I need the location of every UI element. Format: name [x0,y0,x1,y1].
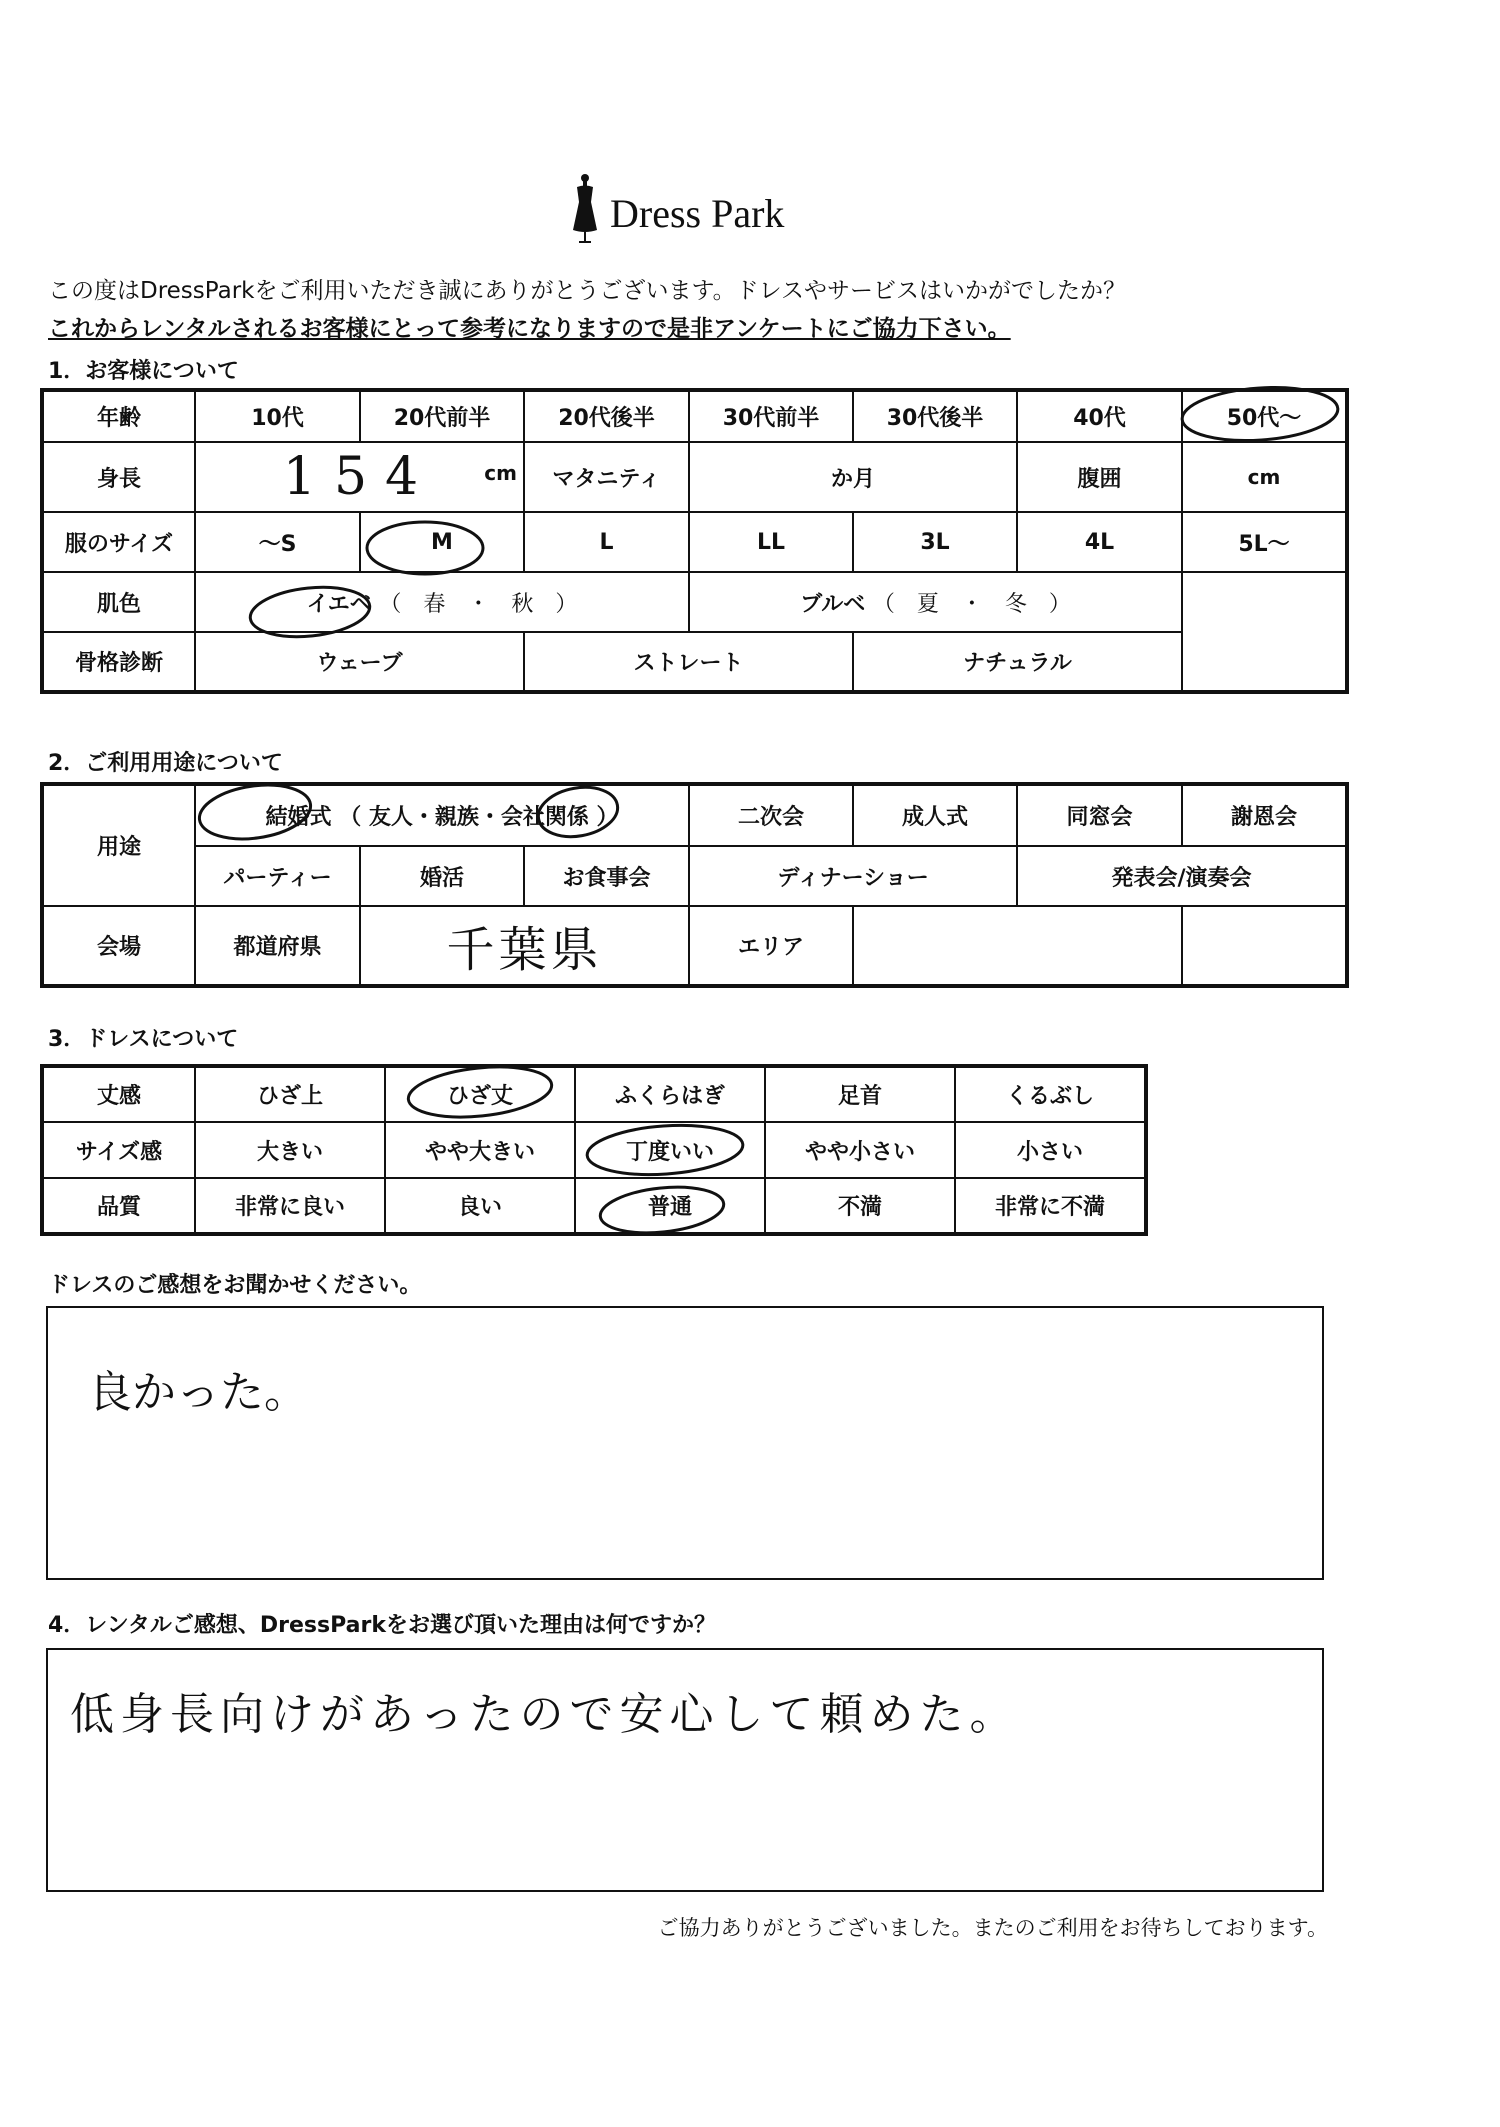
wedding-option[interactable] [195,784,689,846]
age-option[interactable]: 30代前半 [689,390,853,442]
size-option[interactable]: L [524,512,689,572]
empty-cell [1182,572,1347,632]
quality-option[interactable]: 不満 [765,1178,955,1234]
skin-blue-option[interactable] [689,572,1182,632]
section4-title: 4．レンタルご感想、DressParkをお選び頂いた理由は何ですか？ [48,1613,716,1638]
wedding-label: 結婚式 [265,805,332,830]
frame-row [42,632,1347,692]
quality-label: 品質 [42,1178,195,1234]
usage-row-1 [42,784,1347,846]
length-option[interactable]: くるぶし [955,1066,1146,1122]
use-label: 用途 [42,784,195,906]
size-row [42,512,1347,572]
waist-unit: cm [1247,464,1281,489]
usage-option[interactable]: 同窓会 [1017,784,1182,846]
frame-label: 骨格診断 [42,632,195,692]
area-field[interactable] [853,906,1182,986]
dress-comment-box[interactable] [46,1306,1324,1580]
size-option-selected[interactable]: M [360,512,524,572]
height-label: 身長 [42,442,195,512]
dress-form-icon [568,172,602,244]
intro-line-1: この度はDressParkをご利用いただき誠にありがとうございます。ドレスやサービスはいかがでしたか？ [48,278,1126,304]
age-label: 年齢 [42,390,195,442]
fit-option[interactable]: やや大きい [385,1122,575,1178]
dress-comment-answer: 良かった。 [88,1367,308,1418]
usage-table [40,782,1349,988]
logo-text: Dress Park [610,191,785,236]
prefecture-field[interactable] [360,906,689,986]
age-row [42,390,1347,442]
quality-option-selected[interactable]: 普通 [575,1178,765,1234]
height-row [42,442,1347,512]
usage-option[interactable]: ディナーショー [689,846,1017,906]
size-option[interactable]: 4L [1017,512,1182,572]
waist-label: 腹囲 [1017,442,1182,512]
footer-thanks: ご協力ありがとうございました。またのご利用をお待ちしております。 [657,1916,1328,1940]
waist-field[interactable] [1182,442,1347,512]
length-option[interactable]: ふくらはぎ [575,1066,765,1122]
age-option[interactable]: 40代 [1017,390,1182,442]
age-option-selected[interactable]: 50代～ [1182,390,1347,442]
fit-label: サイズ感 [42,1122,195,1178]
size-option[interactable]: ～S [195,512,360,572]
length-option[interactable]: ひざ上 [195,1066,385,1122]
height-value: 154 [282,447,437,507]
customer-table [40,388,1349,694]
fit-option[interactable]: 大きい [195,1122,385,1178]
quality-option[interactable]: 良い [385,1178,575,1234]
quality-option[interactable]: 非常に不満 [955,1178,1146,1234]
maternity-unit: か月 [830,466,875,492]
prefecture-label: 都道府県 [195,906,360,986]
reason-answer: 低身長向けがあったので安心して頼めた。 [70,1689,1020,1740]
usage-option[interactable]: お食事会 [524,846,689,906]
usage-option[interactable]: 発表会/演奏会 [1017,846,1347,906]
section3-title: 3．ドレスについて [48,1027,239,1052]
length-option[interactable]: 足首 [765,1066,955,1122]
dresspark-logo [560,168,820,248]
dress-comment-question: ドレスのご感想をお聞かせください。 [48,1273,422,1298]
frame-option[interactable]: ナチュラル [853,632,1182,692]
skin-blue-label: ブルベ [800,591,866,617]
area-label: エリア [689,906,853,986]
empty-cell [1182,906,1347,986]
fit-option[interactable]: 小さい [955,1122,1146,1178]
skin-yellow-option[interactable] [195,572,689,632]
venue-row [42,906,1347,986]
reason-box[interactable] [46,1648,1324,1892]
usage-option[interactable]: 二次会 [689,784,853,846]
height-field[interactable] [195,442,524,512]
usage-option[interactable]: 謝恩会 [1182,784,1347,846]
frame-option[interactable]: ストレート [524,632,853,692]
quality-option[interactable]: 非常に良い [195,1178,385,1234]
venue-label: 会場 [42,906,195,986]
size-label: 服のサイズ [42,512,195,572]
fit-option-selected[interactable]: 丁度いい [575,1122,765,1178]
usage-option[interactable]: 婚活 [360,846,524,906]
fit-row [42,1122,1146,1178]
size-option[interactable]: LL [689,512,853,572]
usage-row-2 [42,846,1347,906]
wedding-detail: （ 友人・親族・会社関係 ） [339,805,619,830]
skin-yellow-season: （ 春 ・ 秋 ） [379,591,578,617]
maternity-label: マタニティ [524,442,689,512]
skin-label: 肌色 [42,572,195,632]
skin-blue-season: （ 夏 ・ 冬 ） [872,591,1071,617]
section2-title: 2．ご利用用途について [48,751,283,776]
size-option[interactable]: 3L [853,512,1017,572]
length-option-selected[interactable]: ひざ丈 [385,1066,575,1122]
dress-table [40,1064,1148,1236]
fit-option[interactable]: やや小さい [765,1122,955,1178]
empty-cell [1182,632,1347,692]
prefecture-value: 千葉県 [446,922,603,978]
age-option[interactable]: 10代 [195,390,360,442]
age-option[interactable]: 30代後半 [853,390,1017,442]
skin-row [42,572,1347,632]
intro-line-2: これからレンタルされるお客様にとって参考になりますので是非アンケートにご協力下さい。 [48,316,1011,342]
size-option[interactable]: 5L～ [1182,512,1347,572]
maternity-field[interactable] [689,442,1017,512]
age-option[interactable]: 20代前半 [360,390,524,442]
skin-yellow-label: イエベ [306,591,372,617]
length-row [42,1066,1146,1122]
length-label: 丈感 [42,1066,195,1122]
section1-title: 1．お客様について [48,359,239,384]
quality-row [42,1178,1146,1234]
usage-option[interactable]: パーティー [195,846,360,906]
age-option[interactable]: 20代後半 [524,390,689,442]
height-unit: cm [484,461,517,485]
usage-option[interactable]: 成人式 [853,784,1017,846]
frame-option[interactable]: ウェーブ [195,632,524,692]
